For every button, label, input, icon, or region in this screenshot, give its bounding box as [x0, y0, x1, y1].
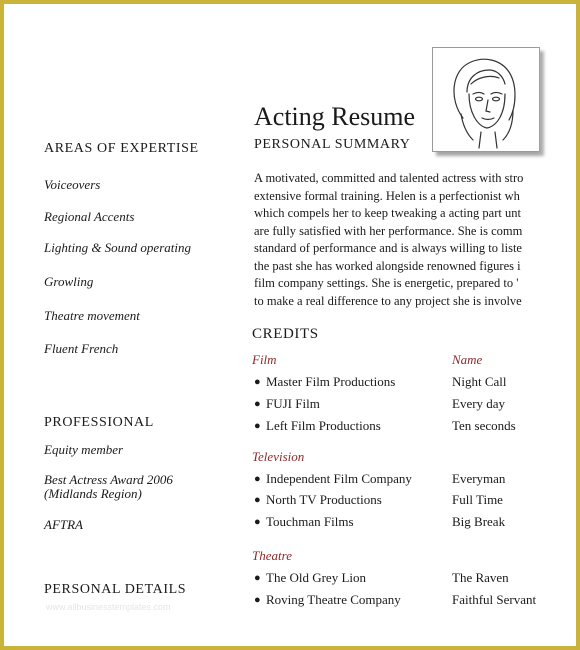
summary-line: extensive formal training. Helen is a perfectionist wh — [254, 188, 520, 203]
credit-role: Night Call — [452, 374, 507, 389]
summary-line: which compels her to keep tweaking a acting part unt — [254, 206, 521, 220]
summary-heading: PERSONAL SUMMARY — [254, 137, 411, 152]
bullet-icon: ● — [254, 376, 261, 388]
name-column-header: Name — [452, 352, 483, 367]
personal-details-heading: PERSONAL DETAILS — [44, 582, 187, 597]
bullet-icon: ● — [254, 594, 261, 606]
professional-heading: PROFESSIONAL — [44, 415, 154, 430]
credit-category-theatre: Theatre — [252, 548, 292, 563]
credit-title: FUJI Film — [266, 396, 320, 411]
professional-item: Best Actress Award 2006 — [44, 472, 173, 487]
bullet-icon: ● — [254, 473, 261, 485]
page-title: Acting Resume — [254, 102, 416, 131]
professional-item: (Midlands Region) — [44, 486, 142, 501]
watermark: www.allbusinesstemplates.com — [46, 602, 171, 612]
summary-line: to make a real difference to any project she is involve — [254, 293, 522, 308]
credit-role: Full Time — [452, 492, 503, 507]
bullet-icon: ● — [254, 572, 261, 584]
credit-title: Left Film Productions — [266, 418, 381, 433]
professional-item: AFTRA — [44, 517, 83, 532]
bullet-icon: ● — [254, 516, 261, 528]
page-edge-fade — [536, 4, 576, 646]
credits-heading: CREDITS — [252, 326, 319, 342]
credit-role: Everyman — [452, 471, 506, 486]
credit-category-film: Film — [252, 352, 277, 367]
expertise-item: Voiceovers — [44, 177, 101, 192]
credit-title: The Old Grey Lion — [266, 570, 367, 585]
expertise-item: Lighting & Sound operating — [44, 240, 191, 255]
resume-page — [4, 4, 576, 646]
summary-line: standard of performance and is always willing to liste — [254, 241, 522, 255]
summary-line: film company settings. She is energetic, prepared to ' — [254, 276, 519, 290]
summary-text — [254, 170, 554, 310]
expertise-item: Regional Accents — [44, 209, 135, 224]
credit-title: North TV Productions — [266, 492, 382, 507]
credit-role: Ten seconds — [452, 418, 516, 433]
expertise-heading: AREAS OF EXPERTISE — [44, 141, 199, 156]
credit-category-television: Television — [252, 449, 305, 464]
bullet-icon: ● — [254, 398, 261, 410]
credit-role: The Raven — [452, 570, 509, 585]
credit-title: Independent Film Company — [266, 471, 412, 486]
professional-item: Equity member — [44, 442, 124, 457]
profile-photo — [432, 47, 540, 152]
credit-role: Big Break — [452, 514, 506, 529]
expertise-item: Theatre movement — [44, 308, 140, 323]
face-sketch-icon — [433, 48, 539, 151]
credit-title: Roving Theatre Company — [266, 592, 401, 607]
summary-line: are fully satisfied with her performance. She is comm — [254, 223, 523, 238]
credit-role: Faithful Servant — [452, 592, 537, 607]
bullet-icon: ● — [254, 420, 261, 432]
credit-title: Touchman Films — [266, 514, 354, 529]
credit-role: Every day — [452, 396, 506, 411]
expertise-item: Growling — [44, 274, 94, 289]
summary-line: A motivated, committed and talented actress with stro — [254, 171, 524, 185]
credit-title: Master Film Productions — [266, 374, 396, 389]
summary-line: the past she has worked alongside renowned figures i — [254, 258, 521, 273]
expertise-item: Fluent French — [44, 341, 119, 356]
bullet-icon: ● — [254, 494, 261, 506]
